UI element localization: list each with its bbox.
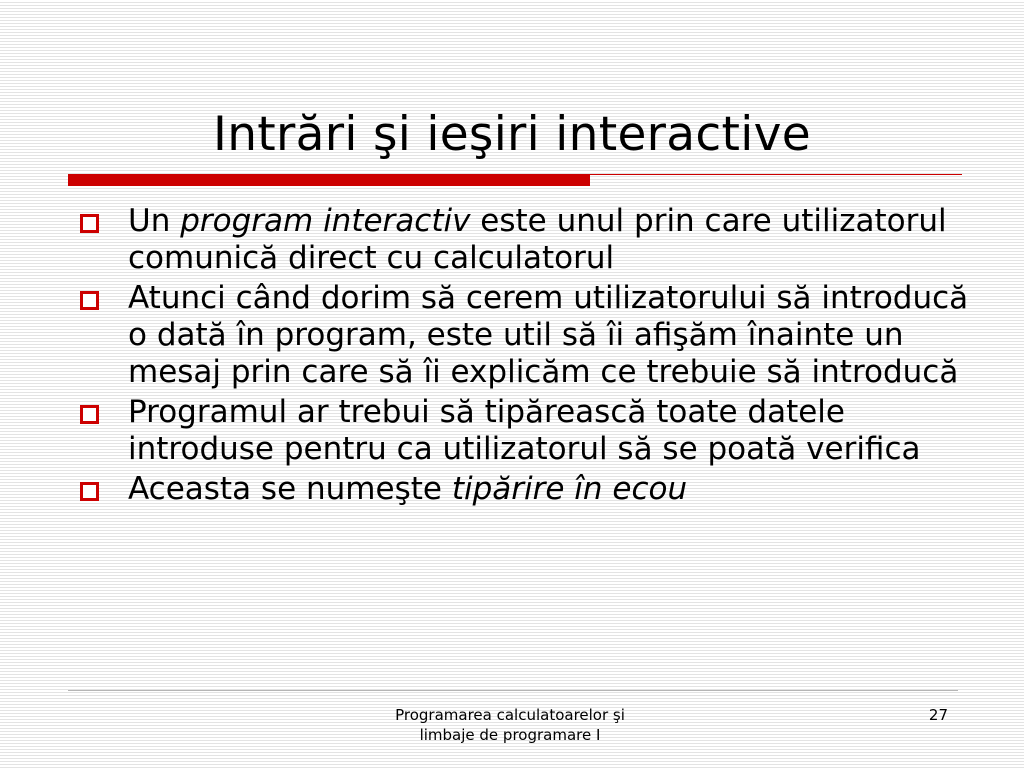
square-bullet-icon [80, 291, 99, 310]
bullet-text-emphasis: tipărire în ecou [451, 471, 688, 507]
title-underline-thin [590, 174, 962, 175]
bullet-list [80, 203, 980, 511]
bullet-text: Programul ar trebui să tipărească toate datele introduse pentru ca utilizatorul să se poată verifica [128, 394, 921, 467]
bullet-item-program-interactiv [80, 203, 980, 277]
bullet-text-prefix: Un [128, 203, 181, 239]
bullet-text: Atunci când dorim să cerem utilizatorului să introducă o dată în program, este util să îi afişăm înainte un mesaj prin care să îi explicăm ce trebuie să introducă [128, 280, 969, 390]
square-bullet-icon [80, 214, 99, 233]
footer-course-title [330, 705, 690, 745]
footer-line-2: limbaje de programare I [419, 726, 601, 744]
title-underline-thick [68, 174, 590, 186]
square-bullet-icon [80, 482, 99, 501]
footer-divider [68, 690, 958, 691]
bullet-text-prefix: Aceasta se numeşte [128, 471, 452, 507]
bullet-item-tiparire-date [80, 394, 980, 468]
slide-title: Intrări şi ieşiri interactive [213, 107, 811, 162]
bullet-item-mesaj [80, 280, 980, 391]
footer-line-1: Programarea calculatoarelor şi [395, 706, 625, 724]
square-bullet-icon [80, 405, 99, 424]
bullet-text-emphasis: program interactiv [180, 203, 471, 239]
page-number: 27 [928, 706, 948, 724]
bullet-text-suffix: este unul prin care utilizatorul comunică direct cu calculatorul [128, 203, 947, 276]
bullet-item-ecou [80, 471, 980, 508]
